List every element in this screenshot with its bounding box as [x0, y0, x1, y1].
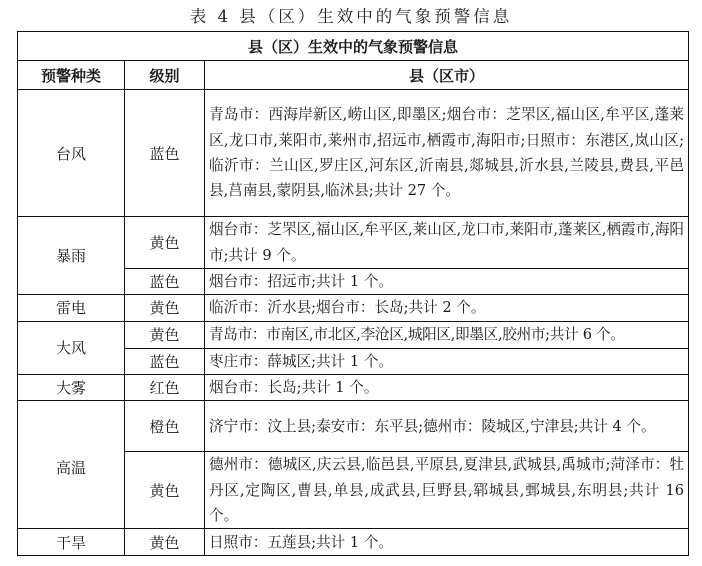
header-warning-type: 预警种类 [18, 61, 125, 90]
warning-type-cell: 干旱 [18, 529, 125, 556]
warning-type-cell: 大雾 [18, 374, 125, 400]
areas-cell: 枣庄市：薛城区;共计 1 个。 [205, 348, 689, 374]
level-cell: 黄色 [125, 295, 205, 321]
table-row [18, 321, 689, 348]
areas-cell: 烟台市：长岛;共计 1 个。 [205, 374, 689, 400]
areas-cell: 德州市：德城区,庆云县,临邑县,平原县,夏津县,武城县,禹城市;菏泽市：牡丹区,定陶区,曹县,单县,成武县,巨野县,郓城县,鄄城县,东明县;共计 16 个。 [205, 452, 689, 529]
table-row [18, 217, 689, 269]
table-row [18, 374, 689, 400]
table-row [18, 90, 689, 217]
level-cell: 橙色 [125, 401, 205, 452]
table-row [18, 529, 689, 556]
warning-type-cell: 台风 [18, 90, 125, 217]
table-title: 县（区）生效中的气象预警信息 [18, 32, 689, 61]
level-cell: 蓝色 [125, 348, 205, 374]
areas-cell: 烟台市：芝罘区,福山区,牟平区,莱山区,龙口市,莱阳市,蓬莱区,栖霞市,海阳市;共计 9 个。 [205, 217, 689, 269]
areas-cell: 济宁市：汶上县;泰安市：东平县;德州市：陵城区,宁津县;共计 4 个。 [205, 401, 689, 452]
level-cell: 黄色 [125, 452, 205, 529]
table-row [18, 295, 689, 321]
table-row [18, 401, 689, 452]
warning-table [17, 31, 689, 556]
level-cell: 蓝色 [125, 90, 205, 217]
areas-cell: 青岛市：市南区,市北区,李沧区,城阳区,即墨区,胶州市;共计 6 个。 [205, 321, 689, 348]
areas-cell: 临沂市：沂水县;烟台市：长岛;共计 2 个。 [205, 295, 689, 321]
warning-type-cell: 雷电 [18, 295, 125, 321]
warning-type-cell: 高温 [18, 401, 125, 529]
areas-cell: 日照市：五莲县;共计 1 个。 [205, 529, 689, 556]
level-cell: 黄色 [125, 321, 205, 348]
level-cell: 蓝色 [125, 269, 205, 295]
areas-cell: 青岛市：西海岸新区,崂山区,即墨区;烟台市：芝罘区,福山区,牟平区,蓬莱区,龙口市,莱阳市,莱州市,招远市,栖霞市,海阳市;日照市：东港区,岚山区;临沂市：兰山区,罗庄区,河东区,沂南县,郯城县,沂水县,兰陵县,费县,平邑县,莒南县,蒙阴县,临沭县;共计 27 个。 [205, 90, 689, 217]
warning-type-cell: 暴雨 [18, 217, 125, 295]
header-level: 级别 [125, 61, 205, 90]
areas-cell: 烟台市：招远市;共计 1 个。 [205, 269, 689, 295]
header-areas: 县（区市） [205, 61, 689, 90]
warning-type-cell: 大风 [18, 321, 125, 374]
header-row [18, 61, 689, 90]
table-title-row [18, 32, 689, 61]
level-cell: 黄色 [125, 217, 205, 269]
level-cell: 黄色 [125, 529, 205, 556]
level-cell: 红色 [125, 374, 205, 400]
table-caption: 表 4 县（区）生效中的气象预警信息 [189, 7, 513, 26]
